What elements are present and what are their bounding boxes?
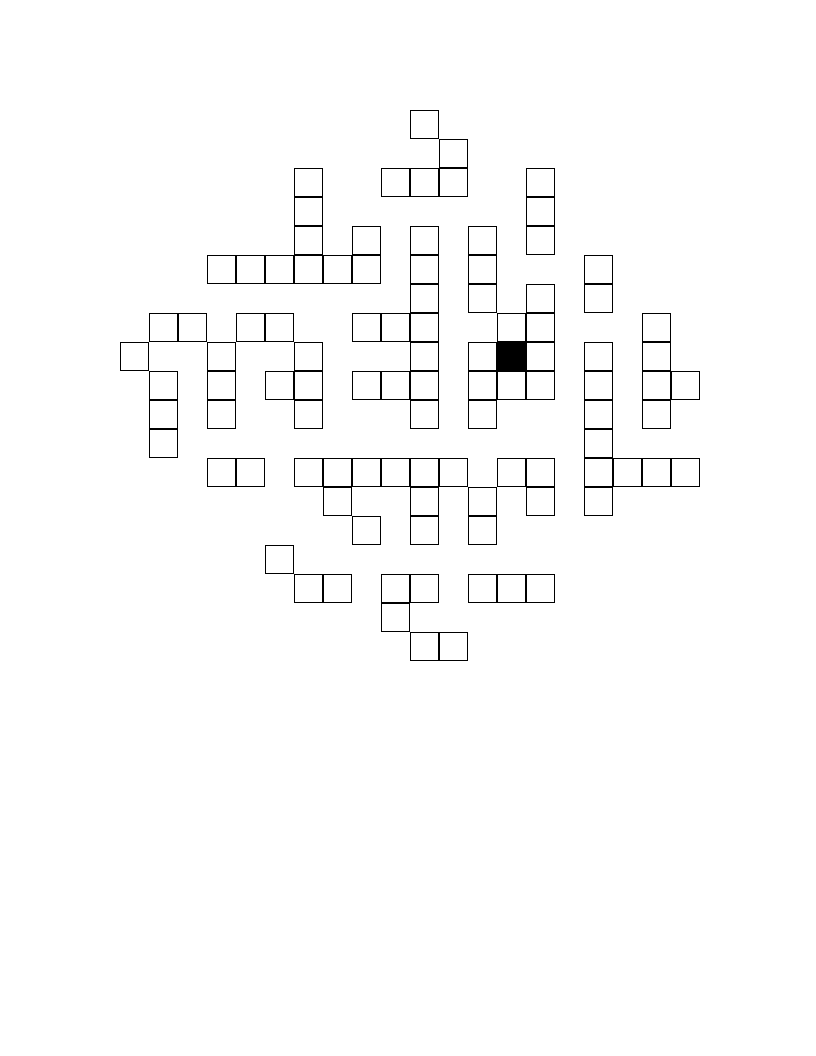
- crossword-cell[interactable]: [149, 371, 178, 400]
- crossword-block: [497, 342, 526, 371]
- crossword-cell[interactable]: [468, 574, 497, 603]
- crossword-cell[interactable]: [526, 226, 555, 255]
- crossword-cell[interactable]: [352, 255, 381, 284]
- crossword-cell[interactable]: [439, 139, 468, 168]
- crossword-cell[interactable]: [497, 574, 526, 603]
- crossword-cell[interactable]: [294, 255, 323, 284]
- crossword-cell[interactable]: [265, 313, 294, 342]
- crossword-cell[interactable]: [468, 400, 497, 429]
- crossword-cell[interactable]: [236, 313, 265, 342]
- crossword-cell[interactable]: [381, 458, 410, 487]
- crossword-cell[interactable]: [352, 458, 381, 487]
- crossword-cell[interactable]: [236, 458, 265, 487]
- crossword-cell[interactable]: [526, 284, 555, 313]
- crossword-cell[interactable]: [526, 574, 555, 603]
- crossword-cell[interactable]: [526, 487, 555, 516]
- crossword-cell[interactable]: [584, 400, 613, 429]
- crossword-cell[interactable]: [265, 545, 294, 574]
- crossword-cell[interactable]: [381, 371, 410, 400]
- crossword-cell[interactable]: [526, 168, 555, 197]
- crossword-cell[interactable]: [410, 226, 439, 255]
- crossword-cell[interactable]: [468, 516, 497, 545]
- crossword-cell[interactable]: [410, 255, 439, 284]
- crossword-cell[interactable]: [352, 516, 381, 545]
- crossword-cell[interactable]: [207, 342, 236, 371]
- crossword-cell[interactable]: [642, 400, 671, 429]
- crossword-cell[interactable]: [294, 197, 323, 226]
- crossword-cell[interactable]: [410, 400, 439, 429]
- crossword-cell[interactable]: [584, 284, 613, 313]
- crossword-cell[interactable]: [526, 342, 555, 371]
- crossword-cell[interactable]: [381, 313, 410, 342]
- crossword-cell[interactable]: [468, 342, 497, 371]
- crossword-cell[interactable]: [178, 313, 207, 342]
- crossword-cell[interactable]: [294, 458, 323, 487]
- crossword-cell[interactable]: [207, 255, 236, 284]
- crossword-cell[interactable]: [294, 168, 323, 197]
- crossword-cell[interactable]: [410, 110, 439, 139]
- crossword-cell[interactable]: [468, 487, 497, 516]
- crossword-cell[interactable]: [642, 371, 671, 400]
- crossword-cell[interactable]: [584, 429, 613, 458]
- crossword-cell[interactable]: [439, 458, 468, 487]
- crossword-cell[interactable]: [526, 313, 555, 342]
- crossword-cell[interactable]: [207, 400, 236, 429]
- crossword-cell[interactable]: [149, 400, 178, 429]
- crossword-cell[interactable]: [323, 458, 352, 487]
- crossword-cell[interactable]: [265, 255, 294, 284]
- crossword-cell[interactable]: [120, 342, 149, 371]
- crossword-cell[interactable]: [439, 632, 468, 661]
- crossword-cell[interactable]: [526, 458, 555, 487]
- crossword-cell[interactable]: [526, 371, 555, 400]
- crossword-cell[interactable]: [410, 371, 439, 400]
- crossword-cell[interactable]: [410, 284, 439, 313]
- crossword-cell[interactable]: [352, 313, 381, 342]
- crossword-cell[interactable]: [149, 313, 178, 342]
- crossword-cell[interactable]: [294, 400, 323, 429]
- crossword-cell[interactable]: [468, 371, 497, 400]
- crossword-cell[interactable]: [497, 313, 526, 342]
- crossword-cell[interactable]: [410, 458, 439, 487]
- crossword-cell[interactable]: [584, 487, 613, 516]
- crossword-cell[interactable]: [410, 313, 439, 342]
- crossword-cell[interactable]: [468, 284, 497, 313]
- crossword-cell[interactable]: [236, 255, 265, 284]
- crossword-cell[interactable]: [410, 342, 439, 371]
- crossword-cell[interactable]: [381, 168, 410, 197]
- crossword-cell[interactable]: [381, 574, 410, 603]
- crossword-cell[interactable]: [642, 313, 671, 342]
- crossword-cell[interactable]: [584, 458, 613, 487]
- crossword-cell[interactable]: [671, 371, 700, 400]
- crossword-cell[interactable]: [410, 632, 439, 661]
- crossword-cell[interactable]: [294, 342, 323, 371]
- crossword-cell[interactable]: [671, 458, 700, 487]
- crossword-cell[interactable]: [497, 458, 526, 487]
- crossword-cell[interactable]: [439, 168, 468, 197]
- crossword-cell[interactable]: [584, 371, 613, 400]
- crossword-cell[interactable]: [294, 226, 323, 255]
- crossword-cell[interactable]: [642, 342, 671, 371]
- crossword-cell[interactable]: [468, 255, 497, 284]
- crossword-cell[interactable]: [323, 574, 352, 603]
- crossword-cell[interactable]: [410, 516, 439, 545]
- crossword-cell[interactable]: [207, 458, 236, 487]
- crossword-cell[interactable]: [468, 226, 497, 255]
- crossword-cell[interactable]: [642, 458, 671, 487]
- crossword-cell[interactable]: [381, 603, 410, 632]
- crossword-cell[interactable]: [352, 371, 381, 400]
- crossword-cell[interactable]: [265, 371, 294, 400]
- crossword-cell[interactable]: [207, 371, 236, 400]
- crossword-cell[interactable]: [294, 574, 323, 603]
- crossword-cell[interactable]: [410, 487, 439, 516]
- crossword-cell[interactable]: [497, 371, 526, 400]
- crossword-cell[interactable]: [584, 342, 613, 371]
- crossword-cell[interactable]: [294, 371, 323, 400]
- crossword-cell[interactable]: [584, 255, 613, 284]
- crossword-cell[interactable]: [410, 168, 439, 197]
- crossword-cell[interactable]: [613, 458, 642, 487]
- crossword-cell[interactable]: [323, 255, 352, 284]
- crossword-cell[interactable]: [526, 197, 555, 226]
- crossword-cell[interactable]: [323, 487, 352, 516]
- crossword-cell[interactable]: [410, 574, 439, 603]
- crossword-cell[interactable]: [149, 429, 178, 458]
- crossword-cell[interactable]: [352, 226, 381, 255]
